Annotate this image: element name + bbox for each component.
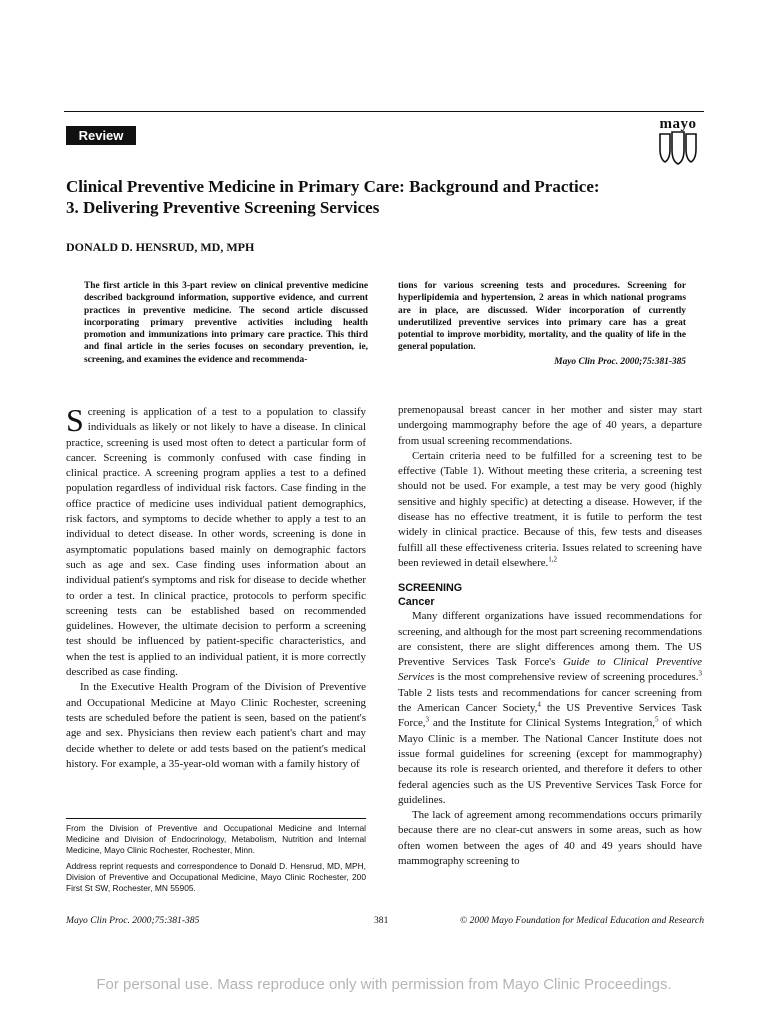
body-paragraph <box>398 609 702 808</box>
abstract-text-right: tions for various screening tests and procedures. Screening for hyperlipidemia and hypertension, 2 areas in which national programs are in place, are discussed. Wider incorporation of currently underutilized preventive services into primary care has a great potential to improve morbidity, mortality, and the quality of life in the general population. <box>398 281 686 353</box>
reference-superscript: 5 <box>655 715 659 724</box>
footnote-rule <box>66 818 366 819</box>
body-paragraph: In the Executive Health Program of the Division of Preventive and Occupational Medicine at Mayo Clinic Rochester, screening tests are scheduled before the patient is seen, based on the patient's age and sex. Physicians then review each patient's chart and may decide whether to delete or add tests based on the patient's medical history. For example, a 35-year-old woman with a family history of <box>66 681 366 770</box>
body-paragraph: premenopausal breast cancer in her mother and sister may start undergoing mammography before the age of 40 years, a departure from usual screening recommendations. <box>398 404 702 447</box>
page-number: 381 <box>374 915 389 926</box>
paragraph-text: Certain criteria need to be fulfilled for a screening test to be effective (Table 1). Without meeting these criteria, a screening test should not be used. For example, a test may be very good (highly sensitive and highly specific) at detecting a disease. However, if the disease has no effective treatment, it is futile to perform the test widely in clinical practice. Because of this, few tests and diseases fulfill all these effectiveness criteria. Issues related to screening have been reviewed in detail elsewhere. <box>398 449 702 569</box>
footer-journal-citation: Mayo Clin Proc. 2000;75:381-385 <box>66 915 200 926</box>
body-paragraph: The lack of agreement among recommendations occurs primarily because there are no clear-cut answers in some areas, such as how often women between the ages of 40 and 49 years should have mammography screening to <box>398 809 702 868</box>
body-right-column <box>398 403 702 869</box>
paragraph-text: and the Institute for Clinical Systems Integration, <box>429 717 656 730</box>
footnotes <box>66 823 366 898</box>
title-line-2: 3. Delivering Preventive Screening Services <box>66 198 380 217</box>
subsection-heading: Cancer <box>398 596 435 609</box>
reference-superscript: 1,2 <box>548 555 558 564</box>
italic-title: Guide to Clinical Preventive Services <box>398 656 702 684</box>
logo-word: mayo <box>659 116 697 132</box>
review-badge: Review <box>66 126 136 145</box>
mayo-shields-icon <box>658 131 698 165</box>
paragraph-text: Table 2 lists tests and recommendations for cancer screening from the American Cancer Society, <box>398 686 702 715</box>
reprint-footnote: Address reprint requests and correspondence to Donald D. Hensrud, MD, MPH, Division of Preventive and Occupational Medicine, Mayo Clinic Rochester, 200 First St SW, Rochester, MN 55905. <box>66 860 366 894</box>
article-title <box>66 176 716 218</box>
abstract-text-left: The first article in this 3-part review on clinical preventive medicine described background information, supportive evidence, and current practices in preventive medicine. The second article discussed incorporating primary preventive activities including health promotion and immunizations into primary care practice. This third and final article in the series focuses on secondary prevention, ie, screening, and examines the evidence and recommenda- <box>84 281 368 365</box>
paragraph-text: is the most comprehensive review of screening procedures. <box>434 671 699 684</box>
mayo-logo <box>652 116 704 166</box>
paragraph-text: the US Preventive Services Task Force, <box>398 702 702 730</box>
paragraph-text: creening is application of a test to a population to classify individuals as likely or not likely to have a disease. In clinical practice, screening is used most often to detect a particular form of cancer. Screening is commonly confused with case finding in clinical practice. A screening program applies a test to a defined population regardless of individual risk factors. Case finding in the office practice of medicine uses individual patient demographics, risk factors, and symptoms to decide whether to apply a test to an individual to detect disease. In other words, screening is done in asymptomatic populations based mainly on demographic factors such as age and sex. Case finding uses information about an individual patient's symptoms and risk for disease to decide whether to order a test. In clinical practice, protocols to perform specific screening tests can be established based on recommended guidelines. However, the ultimate decision to perform a screening test should be influenced by patient-specific characteristics, and when the test is applied to an individual patient, it is more correctly described as case finding. <box>66 406 366 679</box>
body-paragraph <box>398 449 702 571</box>
drop-cap: S <box>66 402 84 438</box>
affiliation-footnote: From the Division of Preventive and Occupational Medicine and Internal Medicine and Division of Endocrinology, Metabolism, Nutrition and Internal Medicine, Mayo Clinic Rochester, Rochester, Minn. <box>66 823 366 856</box>
footer-copyright: © 2000 Mayo Foundation for Medical Education and Research <box>459 915 704 926</box>
body-paragraph <box>66 402 366 680</box>
abstract-citation: Mayo Clin Proc. 2000;75:381-385 <box>554 356 686 367</box>
section-heading: SCREENING <box>398 582 463 595</box>
watermark-notice: For personal use. Mass reproduce only with permission from Mayo Clinic Proceedings. <box>96 976 672 993</box>
paragraph-text: Many different organizations have issued recommendations for screening, and although for the most part screening recommendations are consistent, there are slight differences among them. The US Preventive Services Task Force's <box>398 610 702 669</box>
reference-superscript: 3 <box>698 669 702 678</box>
reference-superscript: 4 <box>537 700 541 709</box>
abstract-right-column <box>398 280 686 368</box>
reference-superscript: 3 <box>425 715 430 724</box>
body-left-column <box>66 402 366 772</box>
author-byline: DONALD D. HENSRUD, MD, MPH <box>66 240 255 254</box>
title-line-1: Clinical Preventive Medicine in Primary Care: Background and Practice: <box>66 177 600 196</box>
paragraph-text: of which Mayo Clinic is a member. The National Cancer Institute does not issue formal guidelines for screening (except for mammography) because its role is research oriented, and therefore it defers to other federal agencies such as the US Preventive Services Task Force for guidelines. <box>398 717 702 806</box>
header-rule <box>64 111 704 112</box>
abstract-left-column <box>84 280 368 366</box>
